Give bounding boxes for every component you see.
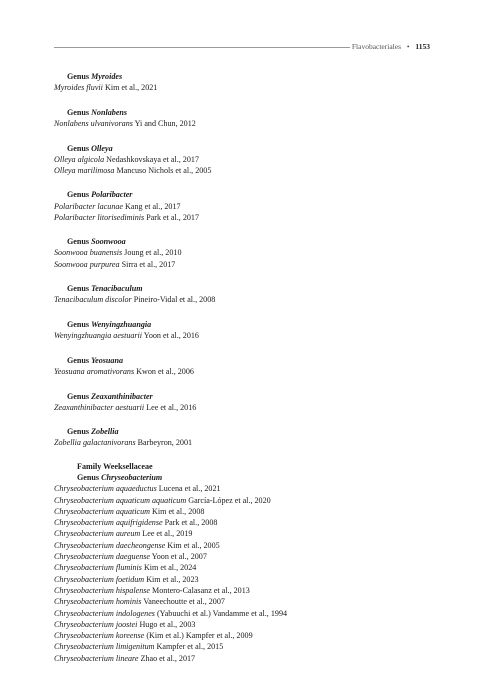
species-entry [54, 619, 434, 630]
species-authority: Yoon et al., 2016 [143, 331, 199, 341]
genus-name: Wenyingzhuangia [91, 319, 152, 329]
species-entry [54, 596, 434, 607]
species-name: Myroides fluvii [54, 83, 103, 93]
species-entry [54, 551, 434, 562]
species-entry [54, 330, 434, 341]
header-section-title: Flavobacteriales [351, 42, 402, 51]
species-name: Zobellia galactanivorans [54, 438, 136, 448]
genus-title [54, 391, 434, 402]
genus-title [54, 107, 434, 118]
species-authority: Lee et al., 2019 [142, 529, 193, 539]
species-name: Chryseobacterium indologenes [54, 608, 155, 618]
species-entry [54, 366, 434, 377]
genus-block [54, 426, 434, 448]
species-name: Polaribacter lacunae [54, 201, 124, 211]
genus-title [54, 71, 434, 82]
family-section [54, 461, 434, 664]
species-authority: Kim et al., 2021 [104, 83, 158, 93]
species-name: Nonlabens ulvanivorans [54, 118, 133, 128]
species-name: Soonwooa purpurea [54, 259, 120, 269]
species-authority: Sirra et al., 2017 [121, 259, 176, 269]
page-content [54, 71, 434, 664]
species-entry [54, 517, 434, 528]
header-rule [54, 47, 350, 48]
genus-name: Soonwooa [91, 237, 126, 247]
species-entry [54, 540, 434, 551]
genus-block [54, 236, 434, 269]
header-right [352, 41, 430, 53]
species-authority: Lucena et al., 2021 [158, 484, 221, 494]
species-authority: García-López et al., 2020 [188, 495, 271, 505]
genus-title [54, 189, 434, 200]
species-entry [54, 495, 434, 506]
species-entry [54, 259, 434, 270]
species-entry [54, 630, 434, 641]
species-entry [54, 528, 434, 539]
family-title: Family Weeksellaceae [77, 462, 153, 472]
species-entry [54, 165, 434, 176]
species-entry [54, 212, 434, 223]
species-entry [54, 641, 434, 652]
species-entry [54, 585, 434, 596]
species-name: Chryseobacterium aquaticum [54, 506, 150, 516]
species-name: Yeosuana aromativorans [54, 366, 135, 376]
genus-name: Yeosuana [91, 355, 124, 365]
genus-title [54, 236, 434, 247]
species-entry [54, 118, 434, 129]
genus-title [54, 283, 434, 294]
species-authority: Vaneechoutte et al., 2007 [143, 597, 225, 607]
genus-block [54, 71, 434, 93]
species-entry [54, 201, 434, 212]
species-name: Chryseobacterium hominis [54, 597, 142, 607]
species-name: Olleya marilimosa [54, 165, 115, 175]
species-authority: Kim et al., 2005 [167, 540, 220, 550]
genus-label: Genus [67, 319, 90, 329]
genus-block [54, 319, 434, 341]
genus-name: Tenacibaculum [91, 284, 143, 294]
species-entry [54, 608, 434, 619]
species-name: Chryseobacterium daeguense [54, 552, 150, 562]
species-list [54, 483, 434, 664]
species-name: Chryseobacterium aquifrigidense [54, 518, 163, 528]
species-authority: Kampfer et al., 2015 [156, 642, 224, 652]
species-authority: Kang et al., 2017 [125, 201, 181, 211]
species-name: Chryseobacterium hispalense [54, 585, 150, 595]
genus-block [54, 391, 434, 413]
species-authority: Kim et al., 2024 [143, 563, 197, 573]
species-entry [54, 483, 434, 494]
species-entry [54, 562, 434, 573]
species-name: Chryseobacterium daecheongense [54, 540, 166, 550]
species-authority: Hugo et al., 2003 [139, 619, 196, 629]
species-authority: Yi and Chun, 2012 [134, 118, 196, 128]
family-genus-title [54, 472, 434, 483]
species-authority: Park et al., 2008 [164, 518, 218, 528]
genus-name: Chryseobacterium [101, 473, 163, 483]
species-entry [54, 82, 434, 93]
species-entry [54, 154, 434, 165]
species-authority: Mancuso Nichols et al., 2005 [116, 165, 212, 175]
header-separator: • [406, 42, 410, 51]
species-name: Chryseobacterium foetidum [54, 574, 145, 584]
genus-label: Genus [67, 284, 90, 294]
species-name: Olleya algicola [54, 154, 105, 164]
species-name: Wenyingzhuangia aestuarii [54, 331, 143, 341]
genus-block [54, 355, 434, 377]
genus-name: Zeaxanthinibacter [91, 391, 153, 401]
genus-name: Nonlabens [91, 107, 128, 117]
genus-name: Olleya [91, 143, 113, 153]
species-entry [54, 653, 434, 664]
genus-name: Myroides [91, 72, 123, 81]
species-name: Chryseobacterium fluminis [54, 563, 142, 573]
species-name: Zeaxanthinibacter aestuarii [54, 402, 145, 412]
species-authority: (Kim et al.) Kampfer et al., 2009 [146, 631, 253, 641]
genus-block [54, 283, 434, 305]
species-name: Polaribacter litorisediminis [54, 212, 145, 222]
species-authority: (Yabuuchi et al.) Vandamme et al., 1994 [156, 608, 288, 618]
genus-title [54, 355, 434, 366]
species-authority: Montero-Calasanz et al., 2013 [152, 585, 250, 595]
species-authority: Zhao et al., 2017 [140, 653, 196, 663]
genus-label: Genus [67, 391, 90, 401]
genus-label: Genus [67, 427, 90, 437]
species-authority: Kim et al., 2023 [146, 574, 199, 584]
genera-list [54, 71, 434, 449]
genus-label: Genus [67, 72, 90, 81]
species-authority: Kim et al., 2008 [152, 506, 205, 516]
species-name: Chryseobacterium koreense [54, 631, 145, 641]
species-entry [54, 506, 434, 517]
species-entry [54, 402, 434, 413]
genus-label: Genus [67, 143, 90, 153]
genus-label: Genus [77, 473, 100, 483]
genus-label: Genus [67, 355, 90, 365]
species-entry [54, 437, 434, 448]
species-authority: Kwon et al., 2006 [136, 366, 194, 376]
species-name: Chryseobacterium limigenitum [54, 642, 155, 652]
species-authority: Park et al., 2017 [146, 212, 200, 222]
genus-label: Genus [67, 107, 90, 117]
species-name: Chryseobacterium aquaeductus [54, 484, 157, 494]
species-name: Chryseobacterium lineare [54, 653, 139, 663]
genus-title [54, 426, 434, 437]
genus-block [54, 107, 434, 129]
page-number: 1153 [415, 42, 430, 51]
species-name: Chryseobacterium aureum [54, 529, 141, 539]
species-authority: Yoon et al., 2007 [151, 552, 207, 562]
genus-title [54, 319, 434, 330]
genus-name: Polaribacter [91, 190, 133, 200]
species-name: Soonwooa buanensis [54, 248, 123, 258]
species-authority: Lee et al., 2016 [146, 402, 197, 412]
genus-block [54, 189, 434, 222]
species-name: Chryseobacterium joostei [54, 619, 138, 629]
genus-block [54, 143, 434, 176]
species-authority: Nedashkovskaya et al., 2017 [106, 154, 199, 164]
species-name: Chryseobacterium aquaticum aquaticum [54, 495, 187, 505]
species-entry [54, 247, 434, 258]
species-authority: Joung et al., 2010 [124, 248, 182, 258]
species-authority: Barbeyron, 2001 [137, 438, 193, 448]
genus-name: Zobellia [91, 427, 119, 437]
species-name: Tenacibaculum discolor [54, 295, 132, 305]
genus-label: Genus [67, 237, 90, 247]
genus-title [54, 143, 434, 154]
running-header [54, 41, 430, 53]
species-entry [54, 574, 434, 585]
species-entry [54, 294, 434, 305]
species-authority: Pineiro-Vidal et al., 2008 [133, 295, 216, 305]
genus-label: Genus [67, 190, 90, 200]
